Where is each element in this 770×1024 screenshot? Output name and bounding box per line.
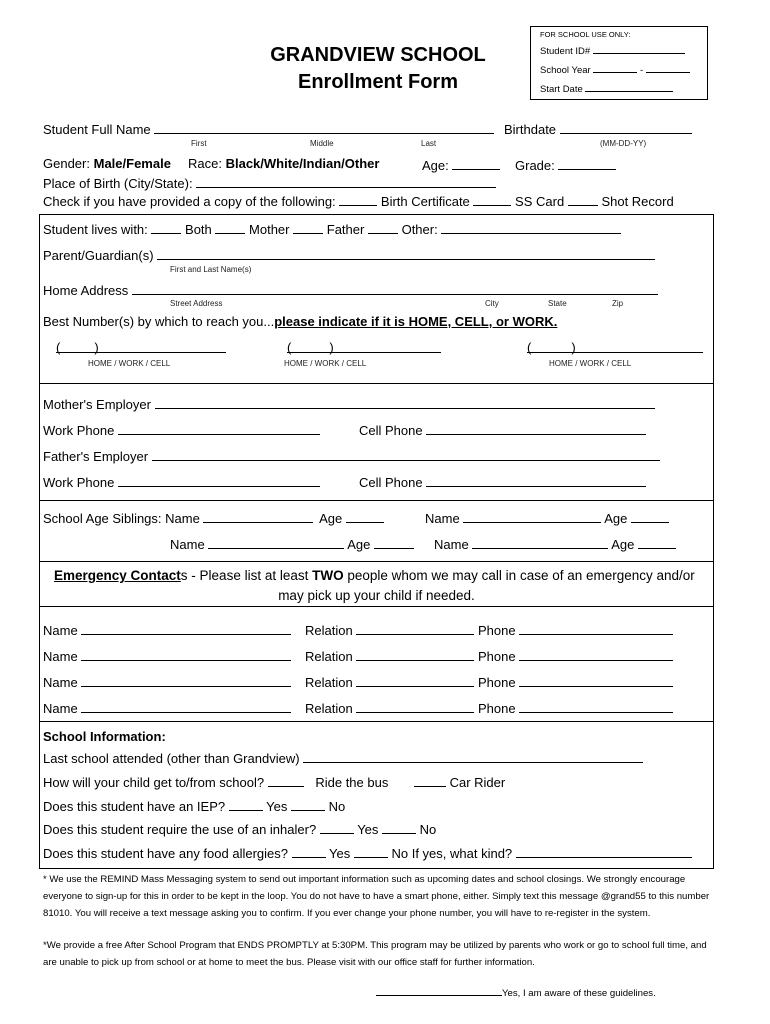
grade-field[interactable] [558,157,616,170]
other-field[interactable] [441,221,621,234]
sibling-4-name[interactable] [472,536,608,549]
sibling-2-age[interactable] [631,510,669,523]
emergency-row-4b: Relation Phone [305,700,673,716]
guardian-caption: First and Last Name(s) [170,265,252,274]
last-caption: Last [421,139,437,148]
state-caption: State [548,299,567,308]
siblings-row-2b: Name Age [434,536,676,552]
remind-note: * We use the REMIND Mass Messaging system to send out important information such as upcoming dates and school closings. We strongly encourage everyone to sign-up for this in order to be kept in the loop. You do not have to have a smart phone, either. Simply text this message @grand55 to this number 81010. You will receive a text message asking you to confirm. If you ever change your phone number, you will have to re-register in the system. [43,874,710,919]
allergies-kind-field[interactable] [516,845,692,858]
emergency-row-2b: Relation Phone [305,648,673,664]
allergies-row: Does this student have any food allergies? Yes No If yes, what kind? [43,845,692,861]
phone-2[interactable]: ( ) [287,340,441,355]
father-work-phone-label: Work Phone [43,474,320,490]
guardian-label: Parent/Guardian(s) [43,247,655,263]
inhaler-no-check[interactable] [382,821,416,834]
birthdate-field[interactable] [560,121,692,134]
emergency-2-phone[interactable] [519,648,673,661]
mother-employer-field[interactable] [155,396,655,409]
phone-type-1: HOME / WORK / CELL [88,359,171,368]
school-info-heading: School Information: [43,729,166,744]
emergency-1-name[interactable] [81,622,291,635]
emergency-1-relation[interactable] [356,622,474,635]
emergency-4-name[interactable] [81,700,291,713]
iep-yes-check[interactable] [229,798,263,811]
phone-type-3: HOME / WORK / CELL [549,359,632,368]
phone-3[interactable]: ( ) [527,340,703,355]
emergency-1-phone[interactable] [519,622,673,635]
father-employer-label: Father's Employer [43,448,660,464]
emergency-row-3b: Relation Phone [305,674,673,690]
copy-check-row: Check if you have provided a copy of the following: Birth Certificate SS Card Shot Record [43,194,674,209]
mother-cell-phone-label: Cell Phone [359,422,646,438]
mother-employer-label: Mother's Employer [43,396,655,412]
race-label: Race: Black/White/Indian/Other [188,156,380,171]
emergency-row-4: Name [43,700,291,716]
student-name-label: Student Full Name [43,121,494,137]
after-school-note: *We provide a free After School Program that ENDS PROMPTLY at 5:30PM. This program may be utilized by parents who work or go to school full time, and are unable to pick up from school or at home to meet the bus. Please visit with our office staff for further information. [43,940,707,968]
emergency-row-1: Name [43,622,291,638]
mother-work-phone-label: Work Phone [43,422,320,438]
transport-row: How will your child get to/from school? Ride the bus Car Rider [43,775,506,790]
best-number-label: Best Number(s) by which to reach you...please indicate if it is HOME, CELL, or WORK. [43,314,558,329]
emergency-heading: Emergency Contacts - Please list at least TWO people whom we may call in case of an emergency and/or [54,568,695,583]
other-check[interactable] [368,221,398,234]
emergency-row-2: Name [43,648,291,664]
ride-bus-check[interactable] [268,774,304,787]
emergency-row-3: Name [43,674,291,690]
emergency-2-relation[interactable] [356,648,474,661]
student-name-field[interactable] [154,121,494,134]
emergency-row-1b: Relation Phone [305,622,673,638]
student-id-label: Student ID# [540,45,685,57]
start-date-label: Start Date [540,83,673,95]
emergency-3-name[interactable] [81,674,291,687]
form-title: Enrollment Form [297,71,458,93]
zip-caption: Zip [612,299,624,308]
school-title: GRANDVIEW SCHOOL [270,44,486,66]
emergency-heading-2: may pick up your child if needed. [278,588,475,603]
ss-card-check[interactable] [473,193,511,206]
mother-work-phone-field[interactable] [118,422,320,435]
sibling-1-name[interactable] [203,510,313,523]
siblings-row-1b: Name Age [425,510,669,526]
iep-row: Does this student have an IEP? Yes No [43,799,346,814]
grade-label: Grade: [515,157,616,173]
inhaler-yes-check[interactable] [320,821,354,834]
father-cell-phone-label: Cell Phone [359,474,646,490]
middle-caption: Middle [310,139,334,148]
emergency-2-name[interactable] [81,648,291,661]
birth-certificate-check[interactable] [339,193,377,206]
emergency-3-relation[interactable] [356,674,474,687]
school-year-label: School Year - [540,64,690,76]
iep-no-check[interactable] [291,798,325,811]
allergies-no-check[interactable] [354,845,388,858]
emergency-4-relation[interactable] [356,700,474,713]
car-rider-check[interactable] [414,774,446,787]
phone-type-2: HOME / WORK / CELL [284,359,367,368]
sibling-3-age[interactable] [374,536,414,549]
father-check[interactable] [293,221,323,234]
mother-cell-phone-field[interactable] [426,422,646,435]
sibling-1-age[interactable] [346,510,384,523]
sibling-3-name[interactable] [208,536,344,549]
sibling-2-name[interactable] [463,510,601,523]
address-label: Home Address [43,282,658,298]
lives-with-row: Student lives with: Both Mother Father Other: [43,221,621,237]
acknowledgement-field[interactable] [376,985,502,996]
father-work-phone-field[interactable] [118,474,320,487]
school-use-heading: FOR SCHOOL USE ONLY: [540,30,631,39]
age-label: Age: [422,157,500,173]
inhaler-row: Does this student require the use of an inhaler? Yes No [43,822,437,837]
allergies-yes-check[interactable] [292,845,326,858]
place-of-birth-field[interactable] [196,175,496,188]
date-format-caption: (MM-DD-YY) [600,139,647,148]
father-employer-field[interactable] [152,448,660,461]
birthdate-label: Birthdate [504,121,692,137]
first-caption: First [191,139,207,148]
place-of-birth-label: Place of Birth (City/State): [43,175,496,191]
address-field[interactable] [132,282,658,295]
age-field[interactable] [452,157,500,170]
mother-check[interactable] [215,221,245,234]
siblings-row-2: Name Age [170,536,414,552]
father-cell-phone-field[interactable] [426,474,646,487]
acknowledgement: Yes, I am aware of these guidelines. [376,985,656,999]
both-check[interactable] [151,221,181,234]
gender-label: Gender: Male/Female [43,156,171,171]
guardian-field[interactable] [157,247,655,260]
last-school-field[interactable] [303,750,643,763]
emergency-4-phone[interactable] [519,700,673,713]
last-school-label: Last school attended (other than Grandview) [43,750,643,766]
siblings-row-1: School Age Siblings: Name Age [43,510,384,526]
shot-record-check[interactable] [568,193,598,206]
street-caption: Street Address [170,299,223,308]
city-caption: City [485,299,499,308]
phone-1[interactable]: ( ) [56,340,226,355]
emergency-3-phone[interactable] [519,674,673,687]
sibling-4-age[interactable] [638,536,676,549]
